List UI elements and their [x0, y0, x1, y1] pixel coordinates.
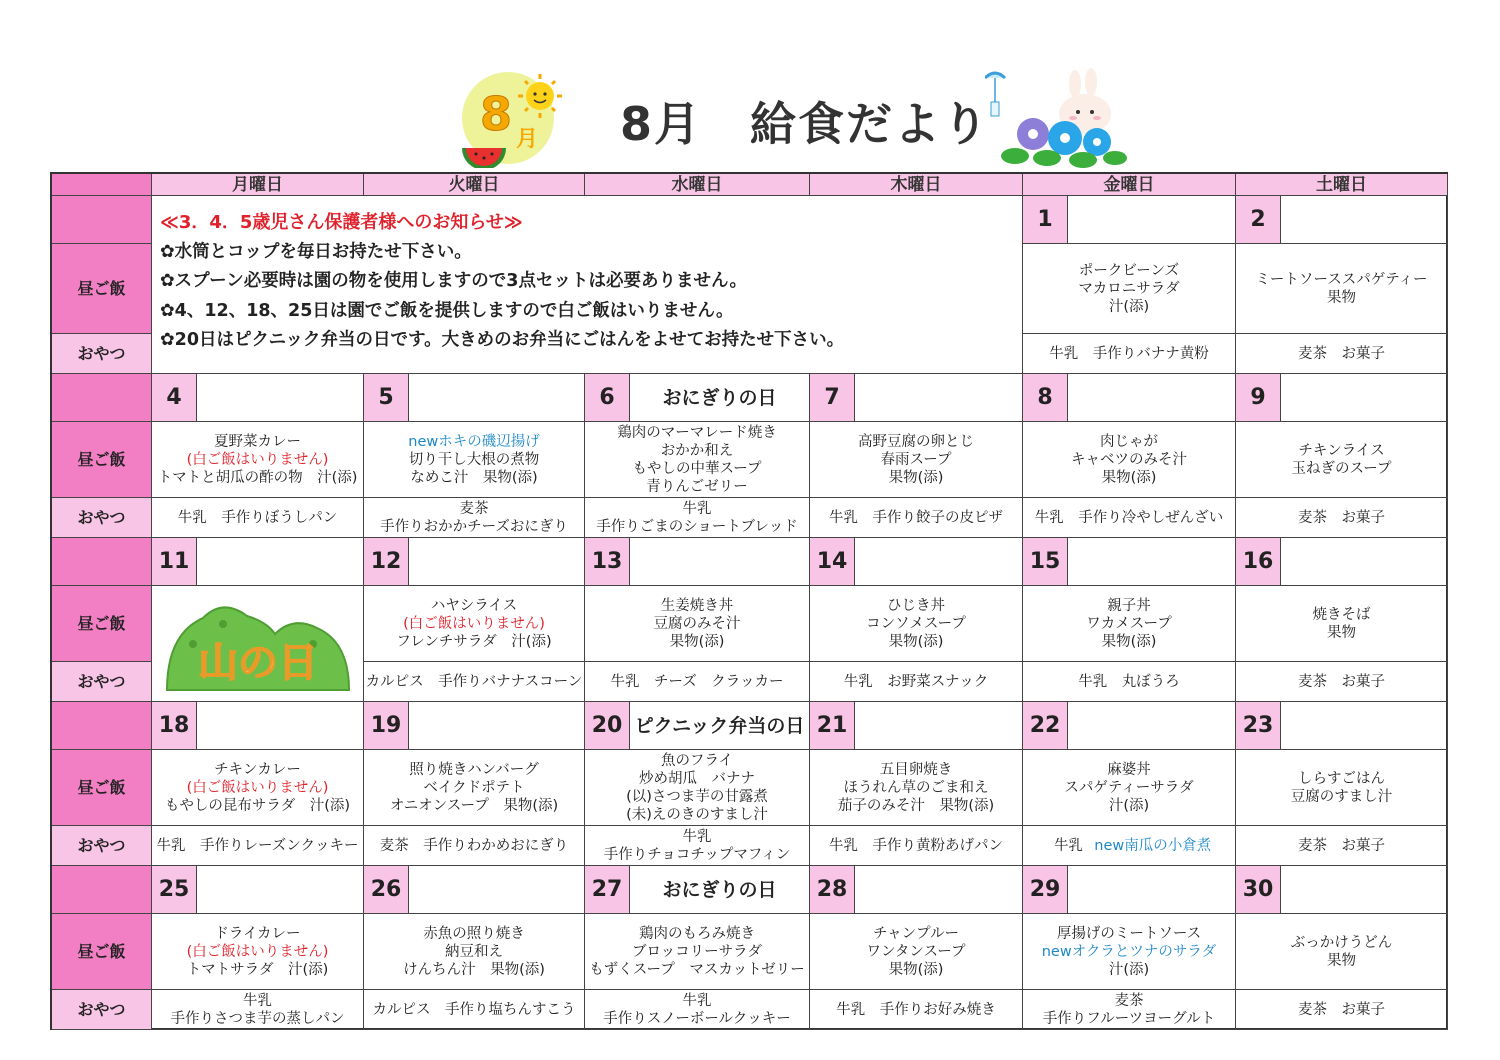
week-label-spacer: [52, 538, 152, 586]
lunch-menu-cell: [810, 422, 1023, 498]
month-badge: [458, 68, 568, 168]
lunch-menu-item: (白ご飯はいりません): [186, 451, 329, 468]
snack-menu-cell: [1236, 334, 1448, 374]
lunch-menu-item: (白ご飯はいりません): [186, 779, 329, 796]
snack-menu-cell: [1023, 826, 1236, 866]
day-number-cell: [1236, 702, 1448, 750]
day-number: 26: [364, 866, 409, 913]
day-number: 29: [1023, 866, 1068, 913]
page-header: [0, 60, 1500, 170]
lunch-menu-item: 春雨スープ: [880, 451, 952, 468]
lunch-menu-cell: [152, 586, 364, 702]
lunch-menu-cell: [1023, 422, 1236, 498]
lunch-row-label: 昼ご飯: [52, 244, 152, 334]
lunch-menu-item: 照り焼きハンバーグ: [409, 761, 539, 778]
lunch-menu-item: 肉じゃが: [1100, 433, 1158, 450]
day-number: 5: [364, 374, 409, 421]
lunch-menu-item: 夏野菜カレー: [214, 433, 301, 450]
lunch-menu-item: 果物(添): [669, 633, 725, 650]
lunch-menu-item: 汁(添): [1108, 797, 1150, 814]
week-label-spacer: [52, 196, 152, 244]
lunch-menu-item: オニオンスープ 果物(添): [389, 797, 559, 814]
notice-line: ✿スプーン必要時は園の物を使用しますので3点セットは必要ありません。: [160, 271, 748, 291]
weekday-header: 木曜日: [810, 174, 1023, 196]
lunch-menu-item: しらすごはん: [1298, 770, 1385, 787]
snack-menu-cell: [152, 990, 364, 1030]
snack-menu-item: 麦茶 お菓子: [1298, 509, 1385, 526]
snack-menu-item: 麦茶 お菓子: [1298, 1001, 1385, 1018]
snack-menu-cell: [585, 498, 810, 538]
snack-menu-item: カルピス 手作りバナナスコーン: [365, 673, 583, 690]
lunch-menu-item: マカロニサラダ: [1078, 280, 1180, 297]
day-number: 14: [810, 538, 855, 585]
lunch-menu-cell: [1236, 586, 1448, 662]
snack-menu-cell: [810, 662, 1023, 702]
day-event-label: ピクニック弁当の日: [634, 714, 805, 737]
snack-menu-item: 牛乳: [682, 992, 712, 1009]
lunch-menu-item: 玉ねぎのスープ: [1291, 460, 1392, 477]
snack-menu-item: 手作りおかかチーズおにぎり: [380, 518, 568, 535]
morning-glory-icon: [1001, 118, 1127, 168]
snack-menu-cell: [1236, 826, 1448, 866]
lunch-menu-cell: [364, 422, 585, 498]
lunch-menu-cell: [1023, 914, 1236, 990]
day-number: 2: [1236, 196, 1281, 243]
lunch-menu-item: 汁(添): [1108, 298, 1150, 315]
lunch-menu-item: 五目卵焼き: [879, 761, 953, 778]
lunch-menu-item: おかか和え: [660, 442, 734, 459]
week-label-spacer: [52, 702, 152, 750]
lunch-menu-item: もやしの中華スープ: [632, 460, 762, 477]
lunch-menu-item: ひじき丼: [887, 597, 945, 614]
snack-menu-cell: [364, 990, 585, 1030]
snack-menu-cell: [810, 498, 1023, 538]
snack-menu-item: 牛乳 手作り冷やしぜんざい: [1034, 509, 1224, 526]
snack-menu-cell: [152, 498, 364, 538]
snack-menu-cell: [1236, 662, 1448, 702]
lunch-menu-item: (白ご飯はいりません): [403, 615, 545, 632]
day-number-cell: [1023, 866, 1236, 914]
lunch-menu-item: ブロッコリーサラダ: [631, 943, 763, 960]
lunch-menu-item: (未)えのきのすまし汁: [626, 806, 768, 823]
snack-menu-item: 牛乳: [1053, 837, 1098, 854]
lunch-menu-item: もやしの昆布サラダ 汁(添): [164, 797, 351, 814]
lunch-menu-item: スパゲティーサラダ: [1064, 779, 1194, 796]
snack-menu-item: 牛乳: [243, 992, 272, 1009]
day-number: 1: [1023, 196, 1068, 243]
lunch-menu-item: 汁(添): [1108, 961, 1150, 978]
lunch-menu-item: キャベツのみそ汁: [1071, 451, 1187, 468]
snack-menu-item: 手作りフルーツヨーグルト: [1042, 1010, 1216, 1027]
lunch-menu-cell: [1236, 422, 1448, 498]
lunch-menu-cell: [364, 750, 585, 826]
mountain-icon: [163, 594, 353, 694]
day-number-cell: [585, 702, 810, 750]
week-label-spacer: [52, 866, 152, 914]
day-number-cell: [810, 538, 1023, 586]
snack-menu-item: 牛乳 お野菜スナック: [843, 673, 989, 690]
snack-menu-cell: [152, 826, 364, 866]
snack-menu-cell: [1023, 334, 1236, 374]
snack-menu-item: 牛乳 手作りバナナ黄粉: [1049, 345, 1209, 362]
lunch-menu-cell: [152, 422, 364, 498]
snack-menu-item: 麦茶 お菓子: [1298, 345, 1385, 362]
lunch-menu-item: けんちん汁 果物(添): [403, 961, 545, 978]
lunch-menu-cell: [152, 914, 364, 990]
lunch-menu-item: (以)さつま芋の甘露煮: [626, 788, 768, 805]
lunch-menu-cell: [1236, 244, 1448, 334]
snack-menu-item: 牛乳 丸ぼうろ: [1078, 673, 1180, 690]
yamanohi-label: 山の日: [197, 639, 318, 686]
snack-menu-item: 牛乳 手作りレーズンクッキー: [156, 837, 359, 854]
day-number: 18: [152, 702, 197, 749]
parent-notice: [152, 196, 1023, 374]
snack-menu-cell: [1236, 990, 1448, 1030]
day-number-cell: [364, 866, 585, 914]
snack-menu-item: 牛乳 手作り黄粉あげパン: [829, 837, 1003, 854]
lunch-menu-item: 納豆和え: [445, 943, 503, 960]
day-number: 22: [1023, 702, 1068, 749]
day-number: 15: [1023, 538, 1068, 585]
lunch-menu-item: 鶏肉のマーマレード焼き: [617, 424, 777, 441]
lunch-menu-item: 赤魚の照り焼き: [423, 925, 525, 942]
lunch-menu-cell: [585, 914, 810, 990]
snack-menu-item: 手作りスノーボールクッキー: [603, 1010, 791, 1027]
lunch-menu-item: 豆腐のみそ汁: [653, 615, 741, 632]
day-number-cell: [152, 374, 364, 422]
lunch-menu-item: 果物(添): [888, 469, 944, 486]
day-number: 4: [152, 374, 197, 421]
day-number-cell: [810, 702, 1023, 750]
lunch-menu-item: 茄子のみそ汁 果物(添): [837, 797, 995, 814]
day-number-cell: [152, 538, 364, 586]
lunch-menu-cell: [585, 586, 810, 662]
lunch-menu-item: 麻婆丼: [1107, 761, 1151, 778]
day-number: 21: [810, 702, 855, 749]
lunch-menu-item: 親子丼: [1107, 597, 1151, 614]
rabbit-morning-glory-icon: [985, 68, 1135, 168]
snack-menu-cell: [1023, 662, 1236, 702]
lunch-menu-item: ドライカレー: [214, 925, 301, 942]
lunch-menu-item: 豆腐のすまし汁: [1290, 788, 1393, 805]
lunch-row-label: 昼ご飯: [52, 750, 152, 826]
lunch-menu-item: 魚のフライ: [660, 752, 734, 769]
lunch-menu-item: 高野豆腐の卵とじ: [858, 433, 974, 450]
day-number: 25: [152, 866, 197, 913]
snack-row-label: おやつ: [52, 990, 152, 1030]
watermelon-icon: [462, 148, 506, 168]
day-number-cell: [1236, 866, 1448, 914]
day-number-cell: [1023, 196, 1236, 244]
lunch-menu-item: 炒め胡瓜 バナナ: [639, 770, 755, 787]
weekday-header: 水曜日: [585, 174, 810, 196]
snack-menu-cell: [585, 990, 810, 1030]
snack-menu-item: 牛乳 チーズ クラッカー: [610, 673, 784, 690]
lunch-menu-item: もずくスープ マスカットゼリー: [589, 961, 805, 978]
day-event-label: おにぎりの日: [662, 878, 777, 901]
lunch-menu-item: ミートソーススパゲティー: [1255, 271, 1428, 288]
lunch-row-label: 昼ご飯: [52, 586, 152, 662]
lunch-menu-item: なめこ汁 果物(添): [410, 469, 538, 486]
lunch-menu-item: ハヤシライス: [430, 597, 518, 614]
snack-menu-item: 麦茶 お菓子: [1298, 837, 1385, 854]
lunch-row-label: 昼ご飯: [52, 914, 152, 990]
lunch-menu-item: チキンライス: [1298, 442, 1385, 459]
day-number-cell: [810, 374, 1023, 422]
weekday-header: 火曜日: [364, 174, 585, 196]
day-event-label: おにぎりの日: [662, 386, 777, 409]
lunch-menu-cell: [1023, 586, 1236, 662]
day-number-cell: [364, 538, 585, 586]
lunch-menu-cell: [364, 914, 585, 990]
weekday-header: 土曜日: [1236, 174, 1448, 196]
day-number: 16: [1236, 538, 1281, 585]
snack-menu-item: 麦茶: [459, 500, 489, 517]
snack-menu-cell: [585, 662, 810, 702]
lunch-menu-item: 果物(添): [1101, 469, 1157, 486]
snack-menu-item: 牛乳: [682, 828, 712, 845]
day-number-cell: [1023, 702, 1236, 750]
day-number: 23: [1236, 702, 1281, 749]
lunch-menu-item: 厚揚げのミートソース: [1056, 925, 1202, 942]
lunch-menu-item: 果物(添): [1101, 633, 1157, 650]
notice-line: ✿水筒とコップを毎日お持たせ下さい。: [160, 241, 472, 262]
lunch-menu-item: ポークビーンズ: [1078, 262, 1180, 279]
day-number: 13: [585, 538, 630, 585]
lunch-menu-cell: [1023, 750, 1236, 826]
day-number: 27: [585, 866, 630, 913]
day-number-cell: [1236, 196, 1448, 244]
day-number-cell: [1023, 374, 1236, 422]
day-number: 9: [1236, 374, 1281, 421]
lunch-menu-item: フレンチサラダ 汁(添): [396, 633, 552, 650]
lunch-menu-item: (白ご飯はいりません): [186, 943, 329, 960]
day-number: 19: [364, 702, 409, 749]
snack-menu-item: 牛乳 手作り餃子の皮ピザ: [829, 509, 1003, 526]
day-number-cell: [1236, 538, 1448, 586]
snack-menu-item: 麦茶: [1114, 992, 1144, 1009]
lunch-menu-item: 果物: [1327, 624, 1356, 641]
lunch-menu-cell: [810, 750, 1023, 826]
snack-menu-cell: [1236, 498, 1448, 538]
lunch-calendar: [50, 172, 1448, 1030]
lunch-menu-cell: [152, 750, 364, 826]
day-number: 20: [585, 702, 630, 749]
day-number: 30: [1236, 866, 1281, 913]
day-number: 11: [152, 538, 197, 585]
lunch-menu-item: コンソメスープ: [866, 615, 966, 632]
day-number-cell: [364, 374, 585, 422]
lunch-menu-item: ほうれん草のごま和え: [843, 779, 989, 796]
day-number-cell: [585, 538, 810, 586]
notice-title: ≪3．4．5歳児さん保護者様へのお知らせ≫: [160, 212, 523, 233]
day-number-cell: [1023, 538, 1236, 586]
lunch-menu-item: チキンカレー: [214, 761, 301, 778]
snack-menu-item: 手作りごまのショートブレッド: [596, 518, 798, 535]
day-number-cell: [585, 866, 810, 914]
day-number-cell: [1236, 374, 1448, 422]
lunch-menu-item: トマトと胡瓜の酢の物 汁(添): [157, 469, 358, 486]
lunch-menu-item: ベイクドポテト: [423, 779, 525, 796]
snack-row-label: おやつ: [52, 334, 152, 374]
lunch-menu-cell: [585, 422, 810, 498]
snack-menu-item: 麦茶 手作りわかめおにぎり: [379, 837, 569, 854]
lunch-menu-cell: [1236, 914, 1448, 990]
day-number: 12: [364, 538, 409, 585]
lunch-menu-item: ワンタンスープ: [866, 943, 966, 960]
weekday-header: 月曜日: [152, 174, 364, 196]
snack-menu-cell: [810, 826, 1023, 866]
lunch-menu-item: 果物(添): [888, 961, 944, 978]
header-corner: [52, 174, 152, 196]
lunch-menu-cell: [810, 586, 1023, 662]
lunch-menu-item: 果物: [1327, 952, 1356, 969]
snack-menu-item: カルピス 手作り塩ちんすこう: [372, 1001, 576, 1018]
day-number-cell: [364, 702, 585, 750]
lunch-menu-item: 切り干し大根の煮物: [408, 451, 540, 468]
snack-menu-cell: [364, 498, 585, 538]
day-number-cell: [152, 702, 364, 750]
day-number-cell: [810, 866, 1023, 914]
snack-row-label: おやつ: [52, 826, 152, 866]
day-number-cell: [152, 866, 364, 914]
snack-menu-item: 牛乳 手作りぼうしパン: [177, 509, 338, 526]
weekday-header: 金曜日: [1023, 174, 1236, 196]
day-number: 6: [585, 374, 630, 421]
lunch-menu-item: 焼きそば: [1312, 606, 1371, 623]
snack-menu-cell: [1023, 498, 1236, 538]
day-number: 7: [810, 374, 855, 421]
snack-row-label: おやつ: [52, 662, 152, 702]
lunch-menu-item: ワカメスープ: [1086, 615, 1172, 632]
notice-line: ✿20日はピクニック弁当の日です。大きめのお弁当にごはんをよせてお持たせ下さい。: [160, 330, 845, 350]
lunch-menu-item: newオクラとツナのサラダ: [1041, 943, 1217, 960]
snack-menu-item: new南瓜の小倉煮: [1094, 837, 1212, 854]
day-number: 28: [810, 866, 855, 913]
lunch-menu-item: 生姜焼き丼: [660, 597, 734, 614]
lunch-menu-item: 果物(添): [888, 633, 944, 650]
snack-menu-cell: [364, 662, 585, 702]
lunch-menu-item: 青りんごゼリー: [646, 478, 748, 495]
lunch-menu-item: 果物: [1327, 289, 1356, 306]
page-title: 8月 給食だより: [620, 97, 991, 151]
badge-number: 8: [480, 87, 513, 141]
notice-line: ✿4、12、18、25日は園でご飯を提供しますので白ご飯はいりません。: [160, 300, 734, 321]
snack-menu-item: 手作りチョコチップマフィン: [603, 846, 791, 863]
snack-row-label: おやつ: [52, 498, 152, 538]
snack-menu-item: 牛乳 手作りお好み焼き: [836, 1001, 996, 1018]
week-label-spacer: [52, 374, 152, 422]
lunch-menu-item: トマトサラダ 汁(添): [186, 961, 329, 978]
snack-menu-cell: [1023, 990, 1236, 1030]
lunch-menu-cell: [585, 750, 810, 826]
lunch-menu-item: チャンプルー: [873, 925, 959, 942]
lunch-menu-cell: [1023, 244, 1236, 334]
day-number: 8: [1023, 374, 1068, 421]
day-number-cell: [585, 374, 810, 422]
lunch-menu-cell: [810, 914, 1023, 990]
lunch-menu-cell: [364, 586, 585, 662]
snack-menu-item: 麦茶 お菓子: [1298, 673, 1385, 690]
snack-menu-item: 手作りさつま芋の蒸しパン: [170, 1010, 345, 1027]
lunch-row-label: 昼ご飯: [52, 422, 152, 498]
lunch-menu-item: newホキの磯辺揚げ: [408, 433, 540, 450]
snack-menu-cell: [810, 990, 1023, 1030]
badge-unit: 月: [516, 127, 539, 152]
wind-chime-icon: [985, 73, 1005, 116]
lunch-menu-item: ぶっかけうどん: [1290, 934, 1393, 951]
snack-menu-cell: [585, 826, 810, 866]
lunch-menu-cell: [1236, 750, 1448, 826]
lunch-menu-item: 鶏肉のもろみ焼き: [639, 925, 755, 942]
snack-menu-cell: [364, 826, 585, 866]
snack-menu-item: 牛乳: [682, 500, 712, 517]
